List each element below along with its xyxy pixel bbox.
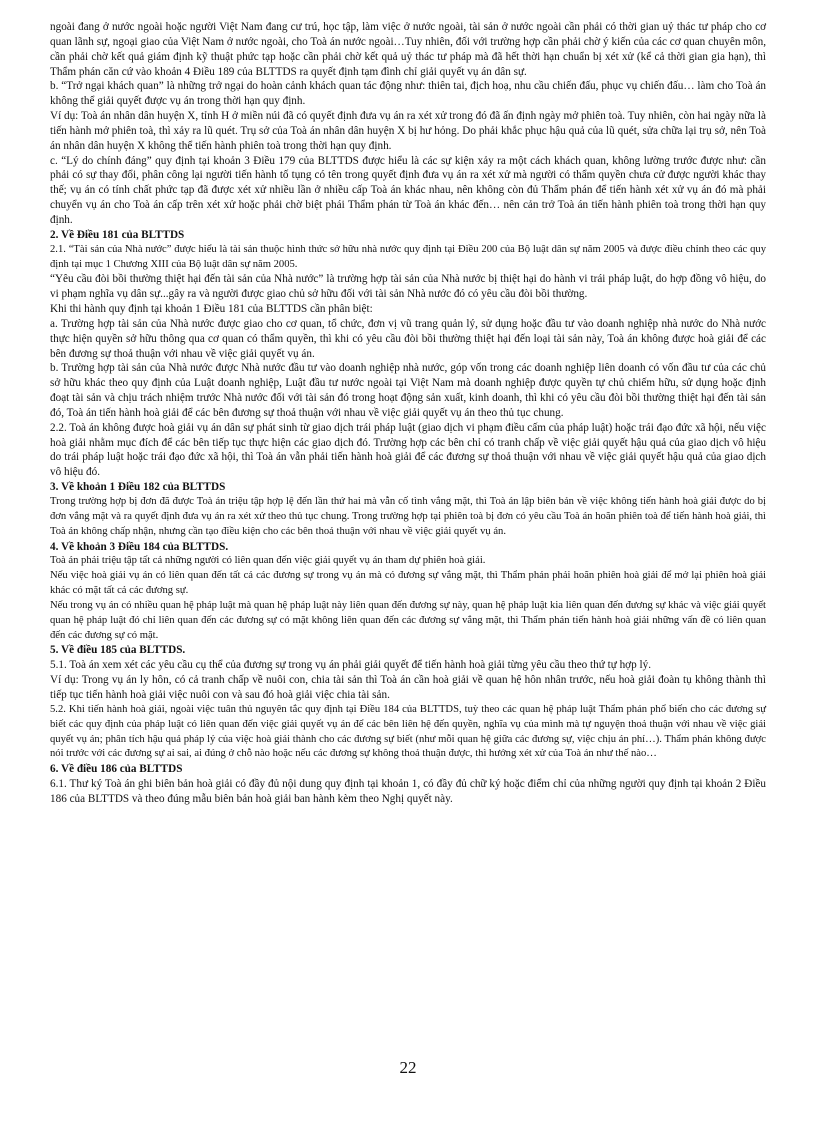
paragraph: Ví dụ: Toà án nhân dân huyện X, tỉnh H ở miền núi đã có quyết định đưa vụ án ra xét xử trong đó đã ấn định ngày mở phiên toà. Tuy nhiên, còn hai ngày nữa là tiến hành mở phiên toà, thì xảy ra lũ quét. Trụ sở của Toà án nhân dân huyện X bị hư hỏng. Do phải khắc phục hậu quả của lũ quét, sửa chữa lại trụ sở, nên Toà án nhân dân huyện X không thể tiến hành phiên toà trong thời hạn quy định.: [50, 110, 766, 152]
paragraph: a. Trường hợp tài sản của Nhà nước được giao cho cơ quan, tổ chức, đơn vị vũ trang quản lý, sử dụng hoặc đầu tư vào doanh nghiệp nhà nước do Nhà nước thực hiện quyền sở hữu thông qua cơ quan có thẩm quyền, thì khi có yêu cầu đòi bồi thường thiệt hại đến loại tài sản này, Toà án không được hoà giải để các bên đương sự thoả thuận với nhau về việc giải quyết vụ án.: [50, 317, 766, 360]
paragraph: Khi thi hành quy định tại khoản 1 Điều 181 của BLTTDS cần phân biệt:: [50, 303, 373, 316]
paragraph: Ví dụ: Trong vụ án ly hôn, có cả tranh chấp về nuôi con, chia tài sản thì Toà án cần hoà giải về quan hệ hôn nhân trước, nếu hoà giải đoàn tụ không thành thì tiếp tục tiến hành hoà giải việc nuôi con và sau đó hoà giải việc chia tài sản.: [50, 674, 766, 701]
section-heading: 5. Về điều 185 của BLTTDS.: [50, 644, 186, 657]
paragraph: Toà án phải triệu tập tất cả những người có liên quan đến việc giải quyết vụ án tham dự phiên hoà giải.: [50, 555, 486, 567]
document-page: [50, 20, 766, 807]
paragraph: 5.1. Toà án xem xét các yêu cầu cụ thể của đương sự trong vụ án phải giải quyết để tiến hành hoà giải từng yêu cầu theo thứ tự hợp lý.: [50, 659, 651, 672]
section-heading: 4. Về khoản 3 Điều 184 của BLTTDS.: [50, 540, 229, 553]
paragraph: b. Trường hợp tài sản của Nhà nước được Nhà nước đầu tư vào doanh nghiệp nhà nước, góp vốn trong các doanh nghiệp liên doanh có vốn đầu tư của các chủ sở hữu khác theo quy định của Luật doanh nghiệp, Luật đầu tư nước ngoài tại Việt Nam mà doanh nghiệp được quyền tự chủ chiếm hữu, sử dụng hoặc định đoạt tài sản và chịu trách nhiệm trước Nhà nước đối với tài sản đó trong hoạt động sản xuất, kinh doanh, thì khi có yêu cầu đòi bồi thường thiệt hại đến tài sản đó, Toà án tiến hành hoà giải để các bên đương sự thoả thuận với nhau về việc giải quyết vụ án theo thủ tục chung.: [50, 362, 766, 419]
section-heading: 3. Về khoản 1 Điều 182 của BLTTDS: [50, 481, 226, 494]
paragraph: Nếu việc hoà giải vụ án có liên quan đến tất cả các đương sự trong vụ án mà có đương sự vắng mặt, thì Thẩm phán phải hoãn phiên hoà giải để mở lại phiên hoà giải khác có mặt tất cả các đương sự.: [50, 570, 766, 597]
section-heading: 6. Về điều 186 của BLTTDS: [50, 763, 183, 776]
section-heading: 2. Về Điều 181 của BLTTDS: [50, 228, 185, 241]
paragraph: ngoài đang ở nước ngoài hoặc người Việt Nam đang cư trú, học tập, làm việc ở nước ngoài, tài sản ở nước ngoài cần phải có thời gian uỷ thác tư pháp cho cơ quan lãnh sự, ngoại giao của Việt Nam ở nước ngoài, cho Toà án nước ngoài…Tuy nhiên, đối với trường hợp cần phải chờ ý kiến của các cơ quan chuyên môn, cần phải chờ kết quả giám định kỹ thuật phức tạp hoặc cần phải chờ kết quả uỷ thác tư pháp mà đã hết thời hạn chuẩn bị xét xử (kể cả thời gian gia hạn), thì Thẩm phán căn cứ vào khoản 4 Điều 189 của BLTTDS ra quyết định tạm đình chỉ giải quyết vụ án dân sự.: [50, 21, 766, 78]
page-number: 22: [399, 1058, 417, 1077]
paragraph: 2.1. “Tài sản của Nhà nước” được hiểu là tài sản thuộc hình thức sở hữu nhà nước quy định tại Điều 200 của Bộ luật dân sự năm 2005 và được điều chỉnh theo các quy định tại mục 1 Chương XIII của Bộ luật dân sự năm 2005.: [50, 243, 766, 270]
paragraph: c. “Lý do chính đáng” quy định tại khoản 3 Điều 179 của BLTTDS được hiểu là các sự kiện xảy ra một cách khách quan, không lường trước được như: cần phải có sự thay đổi, phân công lại người tiến hành tố tụng có tên trong quyết định đưa vụ án ra xét xử mà người có thẩm quyền chưa cử được người khác thay thế; vụ án có tính chất phức tạp đã được xét xử nhiều lần ở nhiều cấp Toà án khác nhau, nên không còn đủ Thẩm phán để tiến hành xét xử vụ án đó mà phải chuyển vụ án cho Toà án cấp trên xét xử hoặc phải chờ biệt phái Thẩm phán từ Toà án khác đến… nên cản trở Toà án tiến hành phiên toà trong thời hạn quy định.: [50, 154, 766, 226]
paragraph: “Yêu cầu đòi bồi thường thiệt hại đến tài sản của Nhà nước” là trường hợp tài sản của Nhà nước bị thiệt hại do hành vi trái pháp luật, do hợp đồng vô hiệu, do vi phạm nghĩa vụ dân sự...gây ra và người được giao chủ sở hữu đối với tài sản Nhà nước đó có yêu cầu đòi bồi thường.: [50, 273, 766, 301]
paragraph: 6.1. Thư ký Toà án ghi biên bản hoà giải có đầy đủ nội dung quy định tại khoản 1, có đầy đủ chữ ký hoặc điểm chỉ của những người quy định tại khoản 2 Điều 186 của BLTTDS và theo đúng mẫu biên bản hoà giải ban hành kèm theo Nghị quyết này.: [50, 778, 766, 805]
paragraph: 5.2. Khi tiến hành hoà giải, ngoài việc tuân thủ nguyên tắc quy định tại Điều 184 của BLTTDS, tuỳ theo các quan hệ pháp luật Thẩm phán phổ biến cho các đương sự biết các quy định của pháp luật có liên quan đến việc giải quyết vụ án để các bên liên hệ đến quyền, nghĩa vụ của mình mà tự nguyện thoả thuận với nhau về việc giải quyết vụ án; phân tích hậu quả pháp lý của việc hoà giải thành cho các đương sự biết (như mỗi quan hệ giữa các đương sự, việc chịu án phí…). Thẩm phán không được nói trước với các đương sự ai sai, ai đúng ở chỗ nào hoặc nếu các đương sự không thoả thuận được, thì hướng xét xử của Toà án như thế nào…: [50, 703, 766, 760]
paragraph: Trong trường hợp bị đơn đã được Toà án triệu tập hợp lệ đến lần thứ hai mà vẫn cố tình vắng mặt, thì Toà án lập biên bản về việc không tiến hành hoà giải được do bị đơn vắng mặt và ra quyết định đưa vụ án ra xét xử theo thủ tục chung. Trong trường hợp tại phiên toà bị đơn có yêu cầu Toà án hoãn phiên toà để tiến hành hoà giải, thì Toà án không chấp nhận, nhưng cần tạo điều kiện cho các bên thoả thuận với nhau về việc giải quyết vụ án.: [50, 496, 766, 537]
paragraph: b. “Trở ngại khách quan” là những trở ngại do hoàn cảnh khách quan tác động như: thiên tai, địch hoạ, nhu cầu chiến đấu, phục vụ chiến đấu… làm cho Toà án không thể giải quyết được vụ án trong thời hạn quy định.: [50, 80, 766, 108]
paragraph: 2.2. Toà án không được hoà giải vụ án dân sự phát sinh từ giao dịch trái pháp luật (giao dịch vi phạm điều cấm của pháp luật) hoặc trái đạo đức xã hội, nếu việc hoà giải nhằm mục đích để các bên tiếp tục thực hiện các giao dịch đó. Trường hợp các bên chỉ có tranh chấp về việc giải quyết hậu quả của giao dịch vô hiệu do trái pháp luật hoặc trái đạo đức xã hội, thì Toà án vẫn phải tiến hành hoà giải để các đương sự thoả thuận với nhau về việc giải quyết hậu quả của giao dịch vô hiệu đó.: [50, 421, 766, 479]
paragraph: Nếu trong vụ án có nhiều quan hệ pháp luật mà quan hệ pháp luật này liên quan đến đương sự này, quan hệ pháp luật kia liên quan đến đương sự khác và việc giải quyết quan hệ pháp luật đó chỉ liên quan đến các đương sự có mặt không liên quan đến các đương sự vắng mặt, thì Thẩm phán tiến hành hoà giải những vấn đề có liên quan đến các đương sự có mặt.: [50, 599, 766, 641]
